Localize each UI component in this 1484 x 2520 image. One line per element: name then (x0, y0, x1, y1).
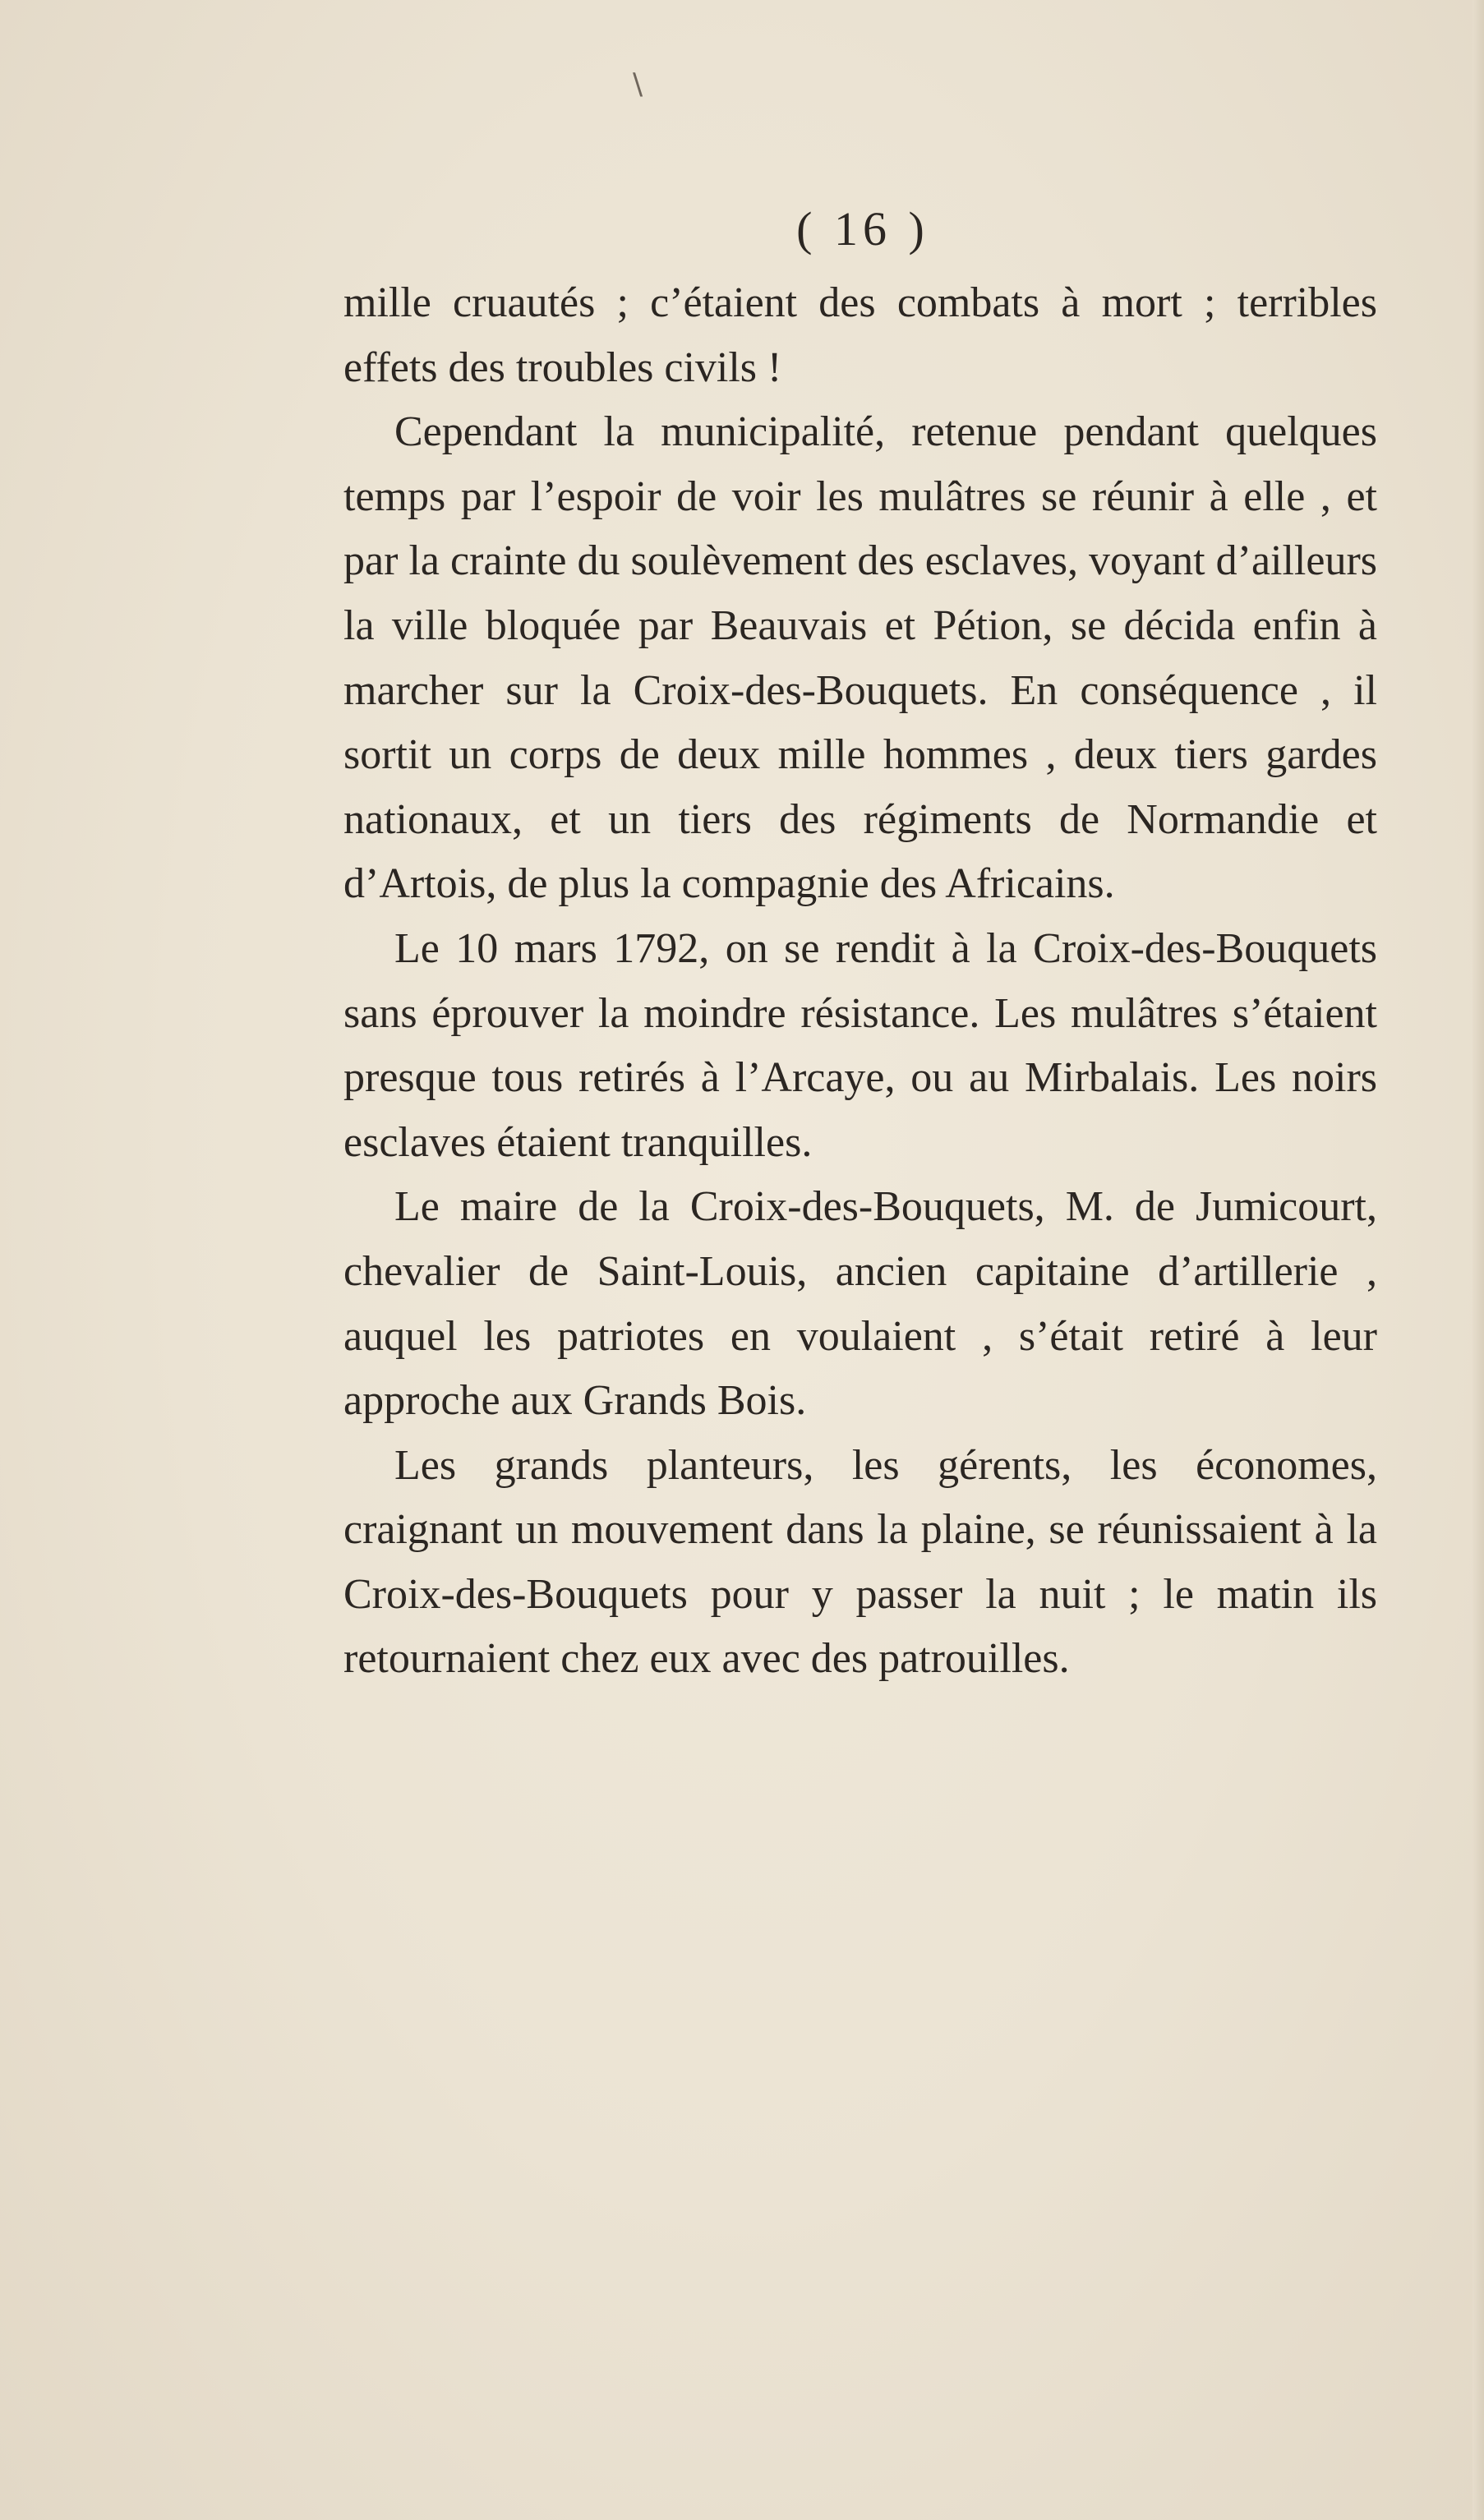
page-number: ( 16 ) (796, 202, 929, 256)
paragraph-grands-planteurs: Les grands planteurs, les gérents, les économes, craignant un mouvement dans la plaine, se réunissaient à la Croix-des-Bouquets pour y passer la nuit ; le matin ils retournaient chez eux avec des patrouilles. (343, 1441, 1377, 1683)
stray-mark: \ (633, 67, 643, 101)
page-edge (1472, 0, 1484, 2520)
paragraph-10-mars-1792: Le 10 mars 1792, on se rendit à la Croix-des-Bouquets sans éprouver la moindre résistance. Les mulâtres s’étaient presque tous retirés à l’Arcaye, ou au Mirbalais. Les noirs esclaves étaient tranquilles. (343, 924, 1377, 1166)
paragraph-continuation: mille cruautés ; c’étaient des combats à mort ; terribles effets des troubles civils ! (343, 279, 1377, 391)
paragraph-maire-jumicourt: Le maire de la Croix-des-Bouquets, M. de Jumicourt, chevalier de Saint-Louis, ancien capitaine d’artillerie , auquel les patriotes en voulaient , s’était retiré à leur approche aux Grands Bois. (343, 1183, 1377, 1425)
paragraph-municipalite: Cependant la municipalité, retenue pendant quelques temps par l’espoir de voir les mulâtres se réunir à elle , et par la crainte du soulèvement des esclaves, voyant d’ailleurs la ville bloquée par Beauvais et Pétion, se décida enfin à marcher sur la Croix-des-Bouquets. En conséquence , il sortit un corps de deux mille hommes , deux tiers gardes nationaux, et un tiers des régiments de Normandie et d’Artois, de plus la compagnie des Africains. (343, 408, 1377, 908)
body-text (343, 271, 1377, 1692)
